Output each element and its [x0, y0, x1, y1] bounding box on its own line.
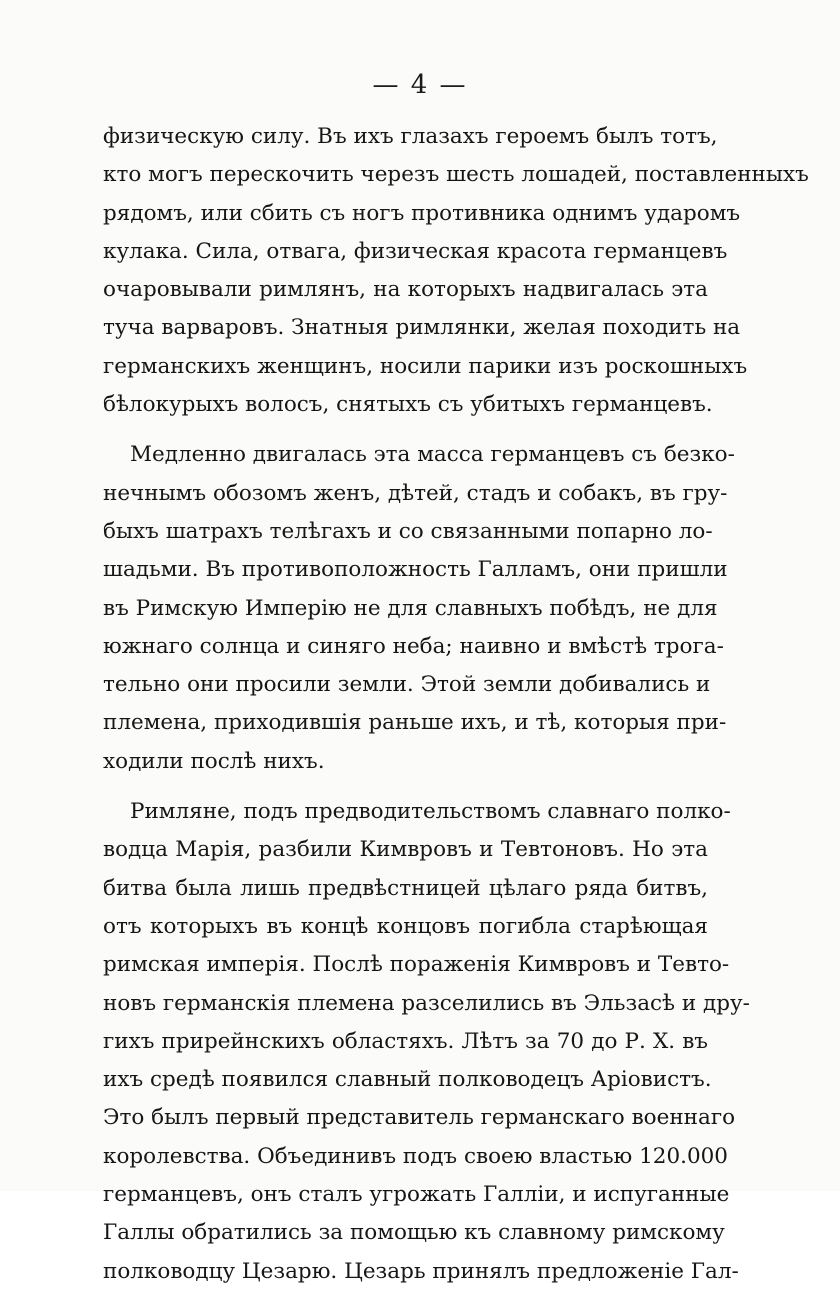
text-line: Галлы обратились за помощью къ славному римскому — [103, 1220, 725, 1246]
text-line: королевства. Объединивъ подъ своею властью 120.000 — [103, 1143, 728, 1169]
text-line: отъ которыхъ въ концѣ концовъ погибла старѣющая — [103, 913, 708, 939]
text-line: германцевъ, онъ сталъ угрожать Галліи, и испуганные — [103, 1182, 730, 1208]
text-line: туча варваровъ. Знатныя римлянки, желая походить на — [103, 315, 741, 341]
text-line: тельно они просили земли. Этой земли добивались и — [103, 672, 711, 698]
paragraph — [103, 793, 750, 1291]
text-line: бѣлокурыхъ волосъ, снятыхъ съ убитыхъ германцевъ. — [103, 392, 713, 418]
text-line: битва была лишь предвѣстницей цѣлаго ряда битвъ, — [103, 875, 708, 901]
paragraph — [103, 118, 809, 424]
text-line: нечнымъ обозомъ женъ, дѣтей, стадъ и собакъ, въ гру- — [103, 480, 728, 506]
text-line: полководцу Цезарю. Цезарь принялъ предложеніе Гал- — [103, 1258, 739, 1284]
text-line: племена, приходившія раньше ихъ, и тѣ, которыя при- — [103, 710, 727, 736]
text-line: ихъ средѣ появился славный полководецъ Аріовистъ. — [103, 1067, 712, 1093]
text-line: южнаго солнца и синяго неба; наивно и вмѣстѣ трога- — [103, 633, 724, 659]
text-line: новъ германскія племена разселились въ Эльзасѣ и дру- — [103, 990, 750, 1016]
text-line: римская имперія. Послѣ пораженія Кимвровъ и Тевто- — [103, 952, 730, 978]
text-line: очаровывали римлянъ, на которыхъ надвигалась эта — [103, 277, 708, 303]
paragraph — [103, 436, 735, 781]
text-line: рядомъ, или сбить съ ногъ противника однимъ ударомъ — [103, 200, 741, 226]
text-line: шадьми. Въ противоположность Галламъ, они пришли — [103, 557, 728, 583]
text-line: физическую силу. Въ ихъ глазахъ героемъ былъ тотъ, — [103, 124, 718, 149]
text-line: въ Римскую Имперію не для славныхъ побѣдъ, не для — [103, 595, 718, 621]
text-line: водца Марія, разбили Кимвровъ и Тевтоновъ. Но эта — [103, 837, 708, 863]
text-line: Это былъ первый представитель германскаго военнаго — [103, 1105, 736, 1131]
text-line: быхъ шатрахъ телѣгахъ и со связанными попарно ло- — [103, 518, 713, 544]
text-line: кто могъ перескочить черезъ шесть лошадей, поставленныхъ — [103, 162, 809, 188]
text-line: кулака. Сила, отвага, физическая красота германцевъ — [103, 238, 728, 264]
text-line: Медленно двигалась эта масса германцевъ съ безко- — [130, 442, 735, 468]
body-text — [103, 118, 809, 1291]
text-line: гихъ прирейнскихъ областяхъ. Лѣтъ за 70 до Р. Х. въ — [103, 1028, 708, 1054]
text-line: германскихъ женщинъ, носили парики изъ роскошныхъ — [103, 353, 748, 379]
text-line: Римляне, подъ предводительствомъ славнаго полко- — [130, 799, 731, 825]
page-number: — 4 — — [372, 70, 468, 100]
text-line: ходили послѣ нихъ. — [103, 748, 325, 774]
